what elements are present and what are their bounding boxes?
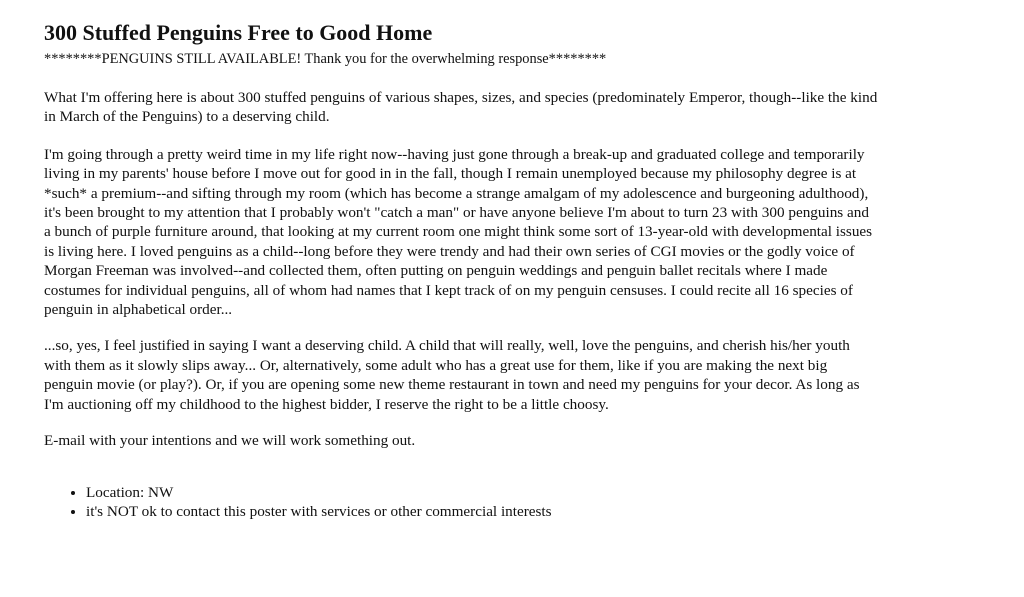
posting-paragraph-contact: E-mail with your intentions and we will work something out. bbox=[44, 432, 416, 450]
posting-title: 300 Stuffed Penguins Free to Good Home bbox=[44, 20, 433, 45]
posting-paragraph-story: I'm going through a pretty weird time in my life right now--having just gone through a break-up and graduated college and temporarily living in my parents' house before I move out for good in in the fall, though I remain unemployed because my philosophy degree is at *such* a premium--and sifting through my room (which has become a strange amalgam of my adolescence and burgeoning adulthood), it's been brought to my attention that I probably won't "catch a man" or have anyone believe I'm about to turn 23 with 300 penguins and a bunch of purple furniture around, that looking at my current room one might think some sort of 13-year-old with developmental issues is living here. I loved penguins as a child--long before they were trendy and had their own series of CGI movies or the godly voice of Morgan Freeman was involved--and collected them, often putting on penguin weddings and penguin ballet recitals where I made costumes for individual penguins, all of whom had names that I kept track of on my penguin censuses. I could recite all 16 species of penguin in alphabetical order... bbox=[44, 145, 873, 319]
posting-paragraph-offer: What I'm offering here is about 300 stuffed penguins of various shapes, sizes, and species (predominately Emperor, though--like the kind in March of the Penguins) to a deserving child. bbox=[44, 89, 878, 126]
location-attribute: • Location: NW bbox=[86, 483, 1024, 502]
availability-notice: ********PENGUINS STILL AVAILABLE! Thank you for the overwhelming response******** bbox=[44, 51, 607, 67]
posting-paragraph-deserving: ...so, yes, I feel justified in saying I want a deserving child. A child that will really, well, love the penguins, and cherish his/her youth with them as it slowly slips away... Or, alternatively, some adult who has a great use for them, like if you are making the next big penguin movie (or play?). Or, if you are opening some new theme restaurant in town and need my penguins for your decor. As long as I'm auctioning off my childhood to the highest bidder, I reserve the right to be a little choosy. bbox=[44, 337, 860, 413]
no-commercial-contact-notice: • it's NOT ok to contact this poster with services or other commercial interests bbox=[86, 502, 1024, 521]
posting-attributes-list bbox=[44, 483, 1024, 522]
